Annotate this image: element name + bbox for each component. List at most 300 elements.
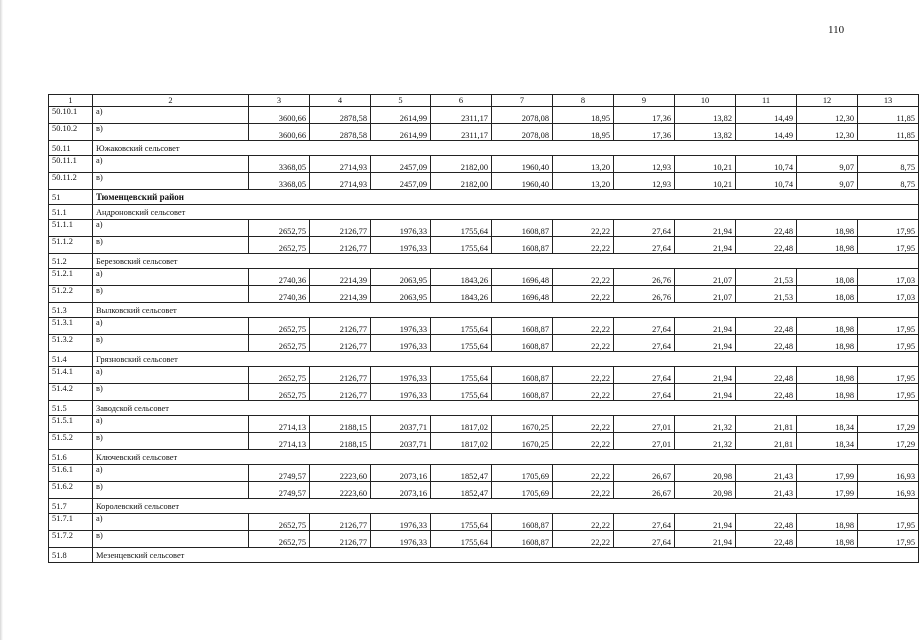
header-cell: 4 — [310, 95, 371, 107]
value-cell: 2311,17 — [431, 124, 492, 141]
value-cell: 21,94 — [675, 367, 736, 384]
value-cell: 26,76 — [614, 269, 675, 286]
row-label-cell: в) — [93, 531, 249, 548]
value-cell: 2652,75 — [249, 514, 310, 531]
table-group-row — [49, 401, 919, 416]
value-cell: 21,81 — [736, 416, 797, 433]
value-cell: 1608,87 — [492, 237, 553, 254]
row-label-cell: в) — [93, 335, 249, 352]
value-cell: 1976,33 — [371, 514, 431, 531]
value-cell: 21,94 — [675, 514, 736, 531]
value-cell: 1696,48 — [492, 286, 553, 303]
value-cell: 1960,40 — [492, 156, 553, 173]
table-row — [49, 384, 919, 401]
district-name-cell: Тюменцевский район — [93, 190, 919, 205]
value-cell: 1755,64 — [431, 384, 492, 401]
value-cell: 9,07 — [797, 156, 858, 173]
header-cell: 9 — [614, 95, 675, 107]
value-cell: 17,95 — [858, 531, 919, 548]
value-cell: 1608,87 — [492, 318, 553, 335]
value-cell: 21,32 — [675, 433, 736, 450]
value-cell: 2614,99 — [371, 124, 431, 141]
value-cell: 3600,66 — [249, 107, 310, 124]
value-cell: 17,03 — [858, 286, 919, 303]
value-cell: 1670,25 — [492, 416, 553, 433]
table-group-row — [49, 352, 919, 367]
row-label-cell: в) — [93, 124, 249, 141]
table-row — [49, 433, 919, 450]
value-cell: 27,64 — [614, 367, 675, 384]
value-cell: 17,99 — [797, 482, 858, 499]
value-cell: 17,03 — [858, 269, 919, 286]
value-cell: 17,95 — [858, 318, 919, 335]
header-cell: 8 — [553, 95, 614, 107]
value-cell: 21,94 — [675, 318, 736, 335]
value-cell: 2652,75 — [249, 335, 310, 352]
value-cell: 18,98 — [797, 220, 858, 237]
value-cell: 22,22 — [553, 237, 614, 254]
value-cell: 18,34 — [797, 416, 858, 433]
value-cell: 1696,48 — [492, 269, 553, 286]
row-code-cell: 50.11.1 — [49, 156, 93, 173]
row-code-cell: 51.2.2 — [49, 286, 93, 303]
value-cell: 1843,26 — [431, 286, 492, 303]
row-code-cell: 50.10.2 — [49, 124, 93, 141]
value-cell: 2188,15 — [310, 416, 371, 433]
value-cell: 1755,64 — [431, 514, 492, 531]
value-cell: 13,20 — [553, 156, 614, 173]
row-code-cell: 50.10.1 — [49, 107, 93, 124]
table-row — [49, 465, 919, 482]
value-cell: 12,93 — [614, 156, 675, 173]
value-cell: 2182,00 — [431, 156, 492, 173]
row-code-cell: 50.11 — [49, 141, 93, 156]
value-cell: 18,95 — [553, 124, 614, 141]
value-cell: 17,29 — [858, 416, 919, 433]
value-cell: 2749,57 — [249, 465, 310, 482]
value-cell: 21,94 — [675, 237, 736, 254]
table-row — [49, 416, 919, 433]
row-label-cell: в) — [93, 384, 249, 401]
table-group-row — [49, 254, 919, 269]
row-code-cell: 51.5.1 — [49, 416, 93, 433]
header-cell: 3 — [249, 95, 310, 107]
row-code-cell: 51.7.2 — [49, 531, 93, 548]
value-cell: 1608,87 — [492, 220, 553, 237]
value-cell: 13,82 — [675, 107, 736, 124]
value-cell: 1608,87 — [492, 514, 553, 531]
table-row — [49, 107, 919, 124]
value-cell: 22,48 — [736, 335, 797, 352]
row-code-cell: 51.2.1 — [49, 269, 93, 286]
value-cell: 1755,64 — [431, 367, 492, 384]
row-code-cell: 51.3 — [49, 303, 93, 318]
value-cell: 22,48 — [736, 220, 797, 237]
row-code-cell: 51.3.2 — [49, 335, 93, 352]
value-cell: 1817,02 — [431, 416, 492, 433]
value-cell: 21,07 — [675, 286, 736, 303]
value-cell: 11,85 — [858, 107, 919, 124]
value-cell: 2740,36 — [249, 269, 310, 286]
value-cell: 17,95 — [858, 335, 919, 352]
value-cell: 2037,71 — [371, 416, 431, 433]
value-cell: 17,99 — [797, 465, 858, 482]
value-cell: 1705,69 — [492, 465, 553, 482]
value-cell: 27,64 — [614, 335, 675, 352]
value-cell: 1608,87 — [492, 531, 553, 548]
table-row — [49, 286, 919, 303]
value-cell: 2126,77 — [310, 384, 371, 401]
table-row — [49, 335, 919, 352]
row-code-cell: 51.1.2 — [49, 237, 93, 254]
value-cell: 17,95 — [858, 384, 919, 401]
row-label-cell: в) — [93, 173, 249, 190]
value-cell: 1976,33 — [371, 318, 431, 335]
row-code-cell: 51.5.2 — [49, 433, 93, 450]
value-cell: 22,22 — [553, 384, 614, 401]
value-cell: 1670,25 — [492, 433, 553, 450]
scan-edge-shadow — [0, 0, 3, 640]
value-cell: 1976,33 — [371, 367, 431, 384]
value-cell: 2073,16 — [371, 465, 431, 482]
value-cell: 21,94 — [675, 384, 736, 401]
value-cell: 2714,13 — [249, 433, 310, 450]
row-code-cell: 51.6.1 — [49, 465, 93, 482]
value-cell: 1976,33 — [371, 384, 431, 401]
value-cell: 2311,17 — [431, 107, 492, 124]
value-cell: 18,98 — [797, 384, 858, 401]
table-row — [49, 220, 919, 237]
council-name-cell: Ключевский сельсовет — [93, 450, 919, 465]
value-cell: 2652,75 — [249, 531, 310, 548]
row-code-cell: 51.4.1 — [49, 367, 93, 384]
value-cell: 2073,16 — [371, 482, 431, 499]
council-name-cell: Мезенцевский сельсовет — [93, 548, 919, 563]
value-cell: 21,43 — [736, 465, 797, 482]
value-cell: 22,22 — [553, 482, 614, 499]
row-label-cell: а) — [93, 318, 249, 335]
value-cell: 14,49 — [736, 107, 797, 124]
council-name-cell: Грязновский сельсовет — [93, 352, 919, 367]
value-cell: 2457,09 — [371, 156, 431, 173]
row-code-cell: 51.5 — [49, 401, 93, 416]
value-cell: 2126,77 — [310, 514, 371, 531]
value-cell: 2182,00 — [431, 173, 492, 190]
value-cell: 2037,71 — [371, 433, 431, 450]
value-cell: 12,30 — [797, 107, 858, 124]
value-cell: 8,75 — [858, 173, 919, 190]
value-cell: 1817,02 — [431, 433, 492, 450]
row-code-cell: 51.7.1 — [49, 514, 93, 531]
value-cell: 1976,33 — [371, 237, 431, 254]
value-cell: 10,74 — [736, 156, 797, 173]
value-cell: 2126,77 — [310, 531, 371, 548]
value-cell: 1755,64 — [431, 335, 492, 352]
row-label-cell: в) — [93, 482, 249, 499]
council-name-cell: Вылковский сельсовет — [93, 303, 919, 318]
value-cell: 1608,87 — [492, 384, 553, 401]
value-cell: 17,36 — [614, 124, 675, 141]
value-cell: 22,22 — [553, 367, 614, 384]
value-cell: 1976,33 — [371, 335, 431, 352]
row-label-cell: а) — [93, 156, 249, 173]
value-cell: 2126,77 — [310, 220, 371, 237]
value-cell: 22,22 — [553, 335, 614, 352]
value-cell: 10,74 — [736, 173, 797, 190]
value-cell: 22,22 — [553, 433, 614, 450]
value-cell: 17,29 — [858, 433, 919, 450]
value-cell: 13,20 — [553, 173, 614, 190]
value-cell: 1755,64 — [431, 220, 492, 237]
row-code-cell: 51.6 — [49, 450, 93, 465]
value-cell: 2749,57 — [249, 482, 310, 499]
value-cell: 27,64 — [614, 318, 675, 335]
value-cell: 22,48 — [736, 237, 797, 254]
header-cell: 12 — [797, 95, 858, 107]
table-row — [49, 173, 919, 190]
value-cell: 2126,77 — [310, 367, 371, 384]
table-group-row — [49, 303, 919, 318]
row-label-cell: а) — [93, 220, 249, 237]
value-cell: 2078,08 — [492, 107, 553, 124]
row-code-cell: 51.4 — [49, 352, 93, 367]
value-cell: 11,85 — [858, 124, 919, 141]
value-cell: 17,95 — [858, 514, 919, 531]
table-group-row — [49, 548, 919, 563]
value-cell: 18,98 — [797, 335, 858, 352]
value-cell: 18,98 — [797, 237, 858, 254]
value-cell: 27,64 — [614, 220, 675, 237]
value-cell: 27,64 — [614, 514, 675, 531]
value-cell: 2223,60 — [310, 482, 371, 499]
value-cell: 2078,08 — [492, 124, 553, 141]
header-cell: 1 — [49, 95, 93, 107]
value-cell: 27,01 — [614, 416, 675, 433]
value-cell: 1976,33 — [371, 531, 431, 548]
row-code-cell: 51.7 — [49, 499, 93, 514]
value-cell: 2652,75 — [249, 367, 310, 384]
row-label-cell: а) — [93, 465, 249, 482]
value-cell: 2457,09 — [371, 173, 431, 190]
value-cell: 2188,15 — [310, 433, 371, 450]
value-cell: 27,64 — [614, 237, 675, 254]
header-cell: 13 — [858, 95, 919, 107]
value-cell: 22,22 — [553, 514, 614, 531]
value-cell: 3600,66 — [249, 124, 310, 141]
value-cell: 2714,13 — [249, 416, 310, 433]
value-cell: 2214,39 — [310, 269, 371, 286]
value-cell: 18,98 — [797, 367, 858, 384]
value-cell: 1755,64 — [431, 237, 492, 254]
value-cell: 2214,39 — [310, 286, 371, 303]
value-cell: 27,01 — [614, 433, 675, 450]
table-body — [49, 95, 919, 563]
value-cell: 21,81 — [736, 433, 797, 450]
header-cell: 5 — [371, 95, 431, 107]
value-cell: 22,48 — [736, 318, 797, 335]
council-name-cell: Южаковский сельсовет — [93, 141, 919, 156]
council-name-cell: Березовский сельсовет — [93, 254, 919, 269]
value-cell: 2614,99 — [371, 107, 431, 124]
table-row — [49, 318, 919, 335]
row-label-cell: а) — [93, 367, 249, 384]
value-cell: 2878,58 — [310, 124, 371, 141]
value-cell: 14,49 — [736, 124, 797, 141]
table-group-row — [49, 190, 919, 205]
value-cell: 1960,40 — [492, 173, 553, 190]
table-group-row — [49, 499, 919, 514]
value-cell: 9,07 — [797, 173, 858, 190]
value-cell: 22,48 — [736, 367, 797, 384]
table-group-row — [49, 205, 919, 220]
value-cell: 17,36 — [614, 107, 675, 124]
table-row — [49, 482, 919, 499]
row-code-cell: 50.11.2 — [49, 173, 93, 190]
row-code-cell: 51.1.1 — [49, 220, 93, 237]
value-cell: 26,67 — [614, 482, 675, 499]
value-cell: 18,95 — [553, 107, 614, 124]
table-group-row — [49, 450, 919, 465]
value-cell: 21,32 — [675, 416, 736, 433]
value-cell: 1608,87 — [492, 335, 553, 352]
table-group-row — [49, 141, 919, 156]
value-cell: 18,34 — [797, 433, 858, 450]
value-cell: 21,43 — [736, 482, 797, 499]
row-label-cell: в) — [93, 433, 249, 450]
table-row — [49, 514, 919, 531]
value-cell: 3368,05 — [249, 156, 310, 173]
value-cell: 22,22 — [553, 220, 614, 237]
table-header-row — [49, 95, 919, 107]
value-cell: 10,21 — [675, 156, 736, 173]
tariff-table — [48, 94, 919, 563]
value-cell: 1608,87 — [492, 367, 553, 384]
row-label-cell: а) — [93, 269, 249, 286]
value-cell: 20,98 — [675, 482, 736, 499]
row-label-cell: а) — [93, 514, 249, 531]
value-cell: 2652,75 — [249, 220, 310, 237]
table-row — [49, 531, 919, 548]
value-cell: 16,93 — [858, 482, 919, 499]
value-cell: 2740,36 — [249, 286, 310, 303]
value-cell: 17,95 — [858, 237, 919, 254]
header-cell: 6 — [431, 95, 492, 107]
value-cell: 22,48 — [736, 531, 797, 548]
value-cell: 8,75 — [858, 156, 919, 173]
value-cell: 2063,95 — [371, 286, 431, 303]
value-cell: 2714,93 — [310, 156, 371, 173]
row-label-cell: а) — [93, 416, 249, 433]
value-cell: 2126,77 — [310, 237, 371, 254]
council-name-cell: Андроновский сельсовет — [93, 205, 919, 220]
row-code-cell: 51.8 — [49, 548, 93, 563]
value-cell: 21,07 — [675, 269, 736, 286]
table-row — [49, 156, 919, 173]
value-cell: 1843,26 — [431, 269, 492, 286]
page-number: 110 — [828, 24, 845, 36]
value-cell: 2714,93 — [310, 173, 371, 190]
value-cell: 22,22 — [553, 416, 614, 433]
value-cell: 21,53 — [736, 286, 797, 303]
value-cell: 27,64 — [614, 531, 675, 548]
row-code-cell: 51.4.2 — [49, 384, 93, 401]
value-cell: 2652,75 — [249, 237, 310, 254]
value-cell: 2063,95 — [371, 269, 431, 286]
row-code-cell: 51.3.1 — [49, 318, 93, 335]
value-cell: 18,08 — [797, 286, 858, 303]
table-row — [49, 124, 919, 141]
value-cell: 22,48 — [736, 514, 797, 531]
value-cell: 26,76 — [614, 286, 675, 303]
value-cell: 21,94 — [675, 220, 736, 237]
value-cell: 2652,75 — [249, 318, 310, 335]
value-cell: 22,48 — [736, 384, 797, 401]
value-cell: 22,22 — [553, 286, 614, 303]
value-cell: 2223,60 — [310, 465, 371, 482]
value-cell: 2878,58 — [310, 107, 371, 124]
value-cell: 10,21 — [675, 173, 736, 190]
value-cell: 22,22 — [553, 269, 614, 286]
value-cell: 2126,77 — [310, 318, 371, 335]
value-cell: 21,94 — [675, 531, 736, 548]
value-cell: 22,22 — [553, 531, 614, 548]
value-cell: 1755,64 — [431, 531, 492, 548]
value-cell: 27,64 — [614, 384, 675, 401]
value-cell: 22,22 — [553, 465, 614, 482]
table-row — [49, 237, 919, 254]
value-cell: 17,95 — [858, 220, 919, 237]
council-name-cell: Королевский сельсовет — [93, 499, 919, 514]
row-code-cell: 51.2 — [49, 254, 93, 269]
value-cell: 18,98 — [797, 531, 858, 548]
value-cell: 12,93 — [614, 173, 675, 190]
value-cell: 1976,33 — [371, 220, 431, 237]
row-code-cell: 51.1 — [49, 205, 93, 220]
table-row — [49, 269, 919, 286]
table-row — [49, 367, 919, 384]
header-cell: 11 — [736, 95, 797, 107]
value-cell: 18,08 — [797, 269, 858, 286]
row-label-cell: в) — [93, 237, 249, 254]
value-cell: 2126,77 — [310, 335, 371, 352]
value-cell: 18,98 — [797, 514, 858, 531]
value-cell: 1852,47 — [431, 465, 492, 482]
row-label-cell: а) — [93, 107, 249, 124]
value-cell: 18,98 — [797, 318, 858, 335]
value-cell: 21,53 — [736, 269, 797, 286]
value-cell: 3368,05 — [249, 173, 310, 190]
row-label-cell: в) — [93, 286, 249, 303]
value-cell: 26,67 — [614, 465, 675, 482]
council-name-cell: Заводской сельсовет — [93, 401, 919, 416]
row-code-cell: 51 — [49, 190, 93, 205]
header-cell: 2 — [93, 95, 249, 107]
value-cell: 12,30 — [797, 124, 858, 141]
value-cell: 17,95 — [858, 367, 919, 384]
row-code-cell: 51.6.2 — [49, 482, 93, 499]
value-cell: 16,93 — [858, 465, 919, 482]
header-cell: 10 — [675, 95, 736, 107]
header-cell: 7 — [492, 95, 553, 107]
value-cell: 1705,69 — [492, 482, 553, 499]
value-cell: 2652,75 — [249, 384, 310, 401]
value-cell: 1755,64 — [431, 318, 492, 335]
value-cell: 13,82 — [675, 124, 736, 141]
value-cell: 20,98 — [675, 465, 736, 482]
value-cell: 22,22 — [553, 318, 614, 335]
value-cell: 1852,47 — [431, 482, 492, 499]
value-cell: 21,94 — [675, 335, 736, 352]
